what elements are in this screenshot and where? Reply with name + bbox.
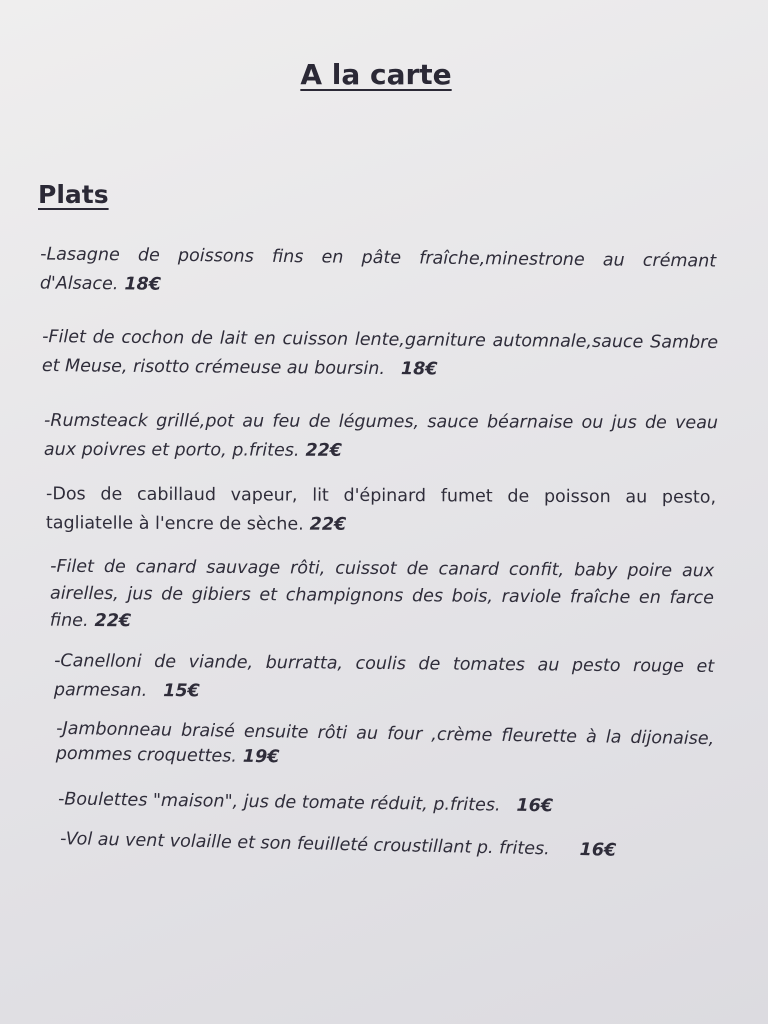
dish-item: [60, 825, 720, 868]
dish-description: -Filet de cochon de lait en cuisson lente,garniture automnale,sauce Sambre et Meuse, risotto crémeuse au boursin.: [41, 327, 719, 380]
dish-price: 18€: [400, 359, 438, 380]
dish-price: 16€: [516, 795, 554, 817]
page-title: A la carte: [300, 58, 452, 91]
dish-price: 18€: [124, 274, 162, 295]
dish-price: 22€: [305, 440, 343, 461]
dish-item: [40, 240, 717, 305]
dish-item: [42, 323, 718, 387]
dish-item: [46, 480, 716, 542]
dish-price: 19€: [242, 746, 280, 768]
dish-item: [56, 717, 715, 777]
dish-item: [44, 407, 718, 467]
section-title: Plats: [38, 180, 109, 209]
dish-description: -Boulettes "maison", jus de tomate réduit, p.frites.: [57, 789, 501, 816]
dish-description: -Filet de canard sauvage rôti, cuissot de canard confit, baby poire aux airelles, jus de gibiers et champignons des bois, raviole fraîche en farce fine.: [49, 556, 715, 631]
dish-price: 16€: [579, 839, 617, 861]
dish-item: [54, 647, 714, 711]
dish-item: [50, 554, 715, 640]
dish-description: -Dos de cabillaud vapeur, lit d'épinard fumet de poisson au pesto, tagliatelle à l'encre de sèche.: [45, 484, 717, 535]
dish-item: [58, 785, 718, 823]
dish-description: -Lasagne de poissons fins en pâte fraîche,minestrone au crémant d'Alsace.: [39, 244, 717, 295]
dish-price: 22€: [309, 514, 347, 535]
dish-description: -Jambonneau braisé ensuite rôti au four ,crème fleurette à la dijonaise, pommes croquettes.: [55, 718, 715, 767]
dish-price: 22€: [94, 610, 132, 632]
dish-description: -Rumsteack grillé,pot au feu de légumes, sauce béarnaise ou jus de veau aux poivres et porto, p.frites.: [43, 410, 719, 461]
dish-description: -Vol au vent volaille et son feuilleté croustillant p. frites.: [59, 829, 550, 860]
dish-description: -Canelloni de viande, burratta, coulis de tomates au pesto rouge et parmesan.: [53, 651, 715, 701]
dish-price: 15€: [163, 681, 200, 702]
